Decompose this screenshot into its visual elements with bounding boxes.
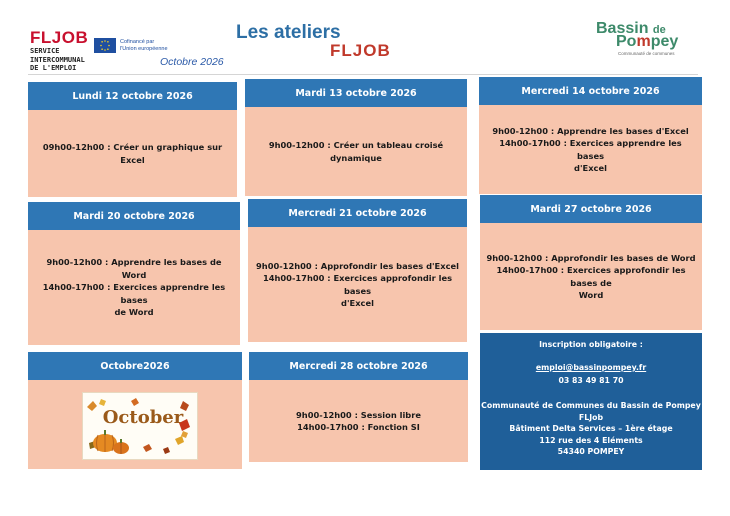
workshop-card [479, 77, 702, 194]
workshop-date: Mardi 13 octobre 2026 [245, 79, 467, 107]
workshop-session: 14h00-17h00 : Exercices apprendre les bases [42, 282, 226, 305]
workshop-date: Mardi 20 octobre 2026 [28, 202, 240, 230]
workshop-card [28, 202, 240, 345]
workshop-session: d'Excel [574, 163, 607, 173]
contact-address: Communauté de Communes du Bassin de Pompey FLJob Bâtiment Delta Services – 1ère étage 112 rue des 4 Eléments 54340 POMPEY [481, 401, 701, 456]
workshop-session: 14h00-17h00 : Exercices approfondir les bases de [496, 265, 686, 288]
page-title: Les ateliers [236, 22, 341, 43]
workshop-session: 9h00-12h00 : Apprendre les bases d'Excel [492, 125, 689, 136]
fljob-logo: FLJOB [30, 28, 89, 47]
workshop-card [248, 199, 467, 342]
eu-cofinance-text: Cofinancé par l'Union européenne [120, 39, 168, 52]
workshop-session: 09h00-12h00 : Créer un graphique sur Excel [42, 142, 223, 165]
contact-phone: 03 83 49 81 70 [558, 376, 624, 385]
bassin-pompey-subtitle: Communauté de communes [618, 51, 675, 56]
october-word: October [102, 407, 184, 428]
workshop-session: 9h00-12h00 : Approfondir les bases de Word [486, 252, 696, 263]
eu-flag-icon [94, 38, 116, 53]
page-title-brand: FLJOB [330, 41, 391, 60]
workshop-card [28, 82, 237, 197]
workshop-session: 9h00-12h00 : Créer un tableau croisé dynamique [268, 140, 444, 163]
workshop-session: 14h00-17h00 : Exercices approfondir les bases [262, 273, 453, 296]
contact-email-link[interactable]: emploi@bassinpompey.fr [535, 363, 647, 372]
october-illustration [82, 392, 198, 460]
workshop-session: de Word [114, 307, 154, 318]
workshop-session: 14h00-17h00 : Fonction SI [297, 422, 420, 432]
workshop-session: 9h00-12h00 : Session libre [296, 409, 421, 420]
workshop-card [480, 195, 702, 330]
workshop-card [249, 352, 468, 462]
workshop-session: Word [578, 290, 604, 300]
workshop-date: Mercredi 28 octobre 2026 [249, 352, 468, 380]
october-card-title: Octobre2026 [28, 352, 242, 380]
bassin-pompey-logo: Bassin de [596, 20, 666, 37]
bassin-pompey-logo-line2: Pompey [616, 33, 679, 50]
month-label: Octobre 2026 [160, 56, 224, 68]
workshop-date: Lundi 12 octobre 2026 [28, 82, 237, 110]
service-name: SERVICE INTERCOMMUNAL DE L'EMPLOI [30, 47, 85, 72]
workshop-date: Mardi 27 octobre 2026 [480, 195, 702, 223]
workshop-session: 9h00-12h00 : Apprendre les bases de Word [46, 257, 222, 280]
workshop-session: 14h00-17h00 : Exercices apprendre les bases [499, 138, 682, 161]
workshop-card [245, 79, 467, 196]
workshop-date: Mercredi 21 octobre 2026 [248, 199, 467, 227]
inscription-title: Inscription obligatoire : [539, 340, 643, 349]
header-divider [28, 74, 698, 75]
workshop-date: Mercredi 14 octobre 2026 [479, 77, 702, 105]
workshop-session: d'Excel [341, 298, 374, 308]
inscription-panel [480, 333, 702, 470]
workshop-session: 9h00-12h00 : Approfondir les bases d'Excel [256, 260, 459, 271]
